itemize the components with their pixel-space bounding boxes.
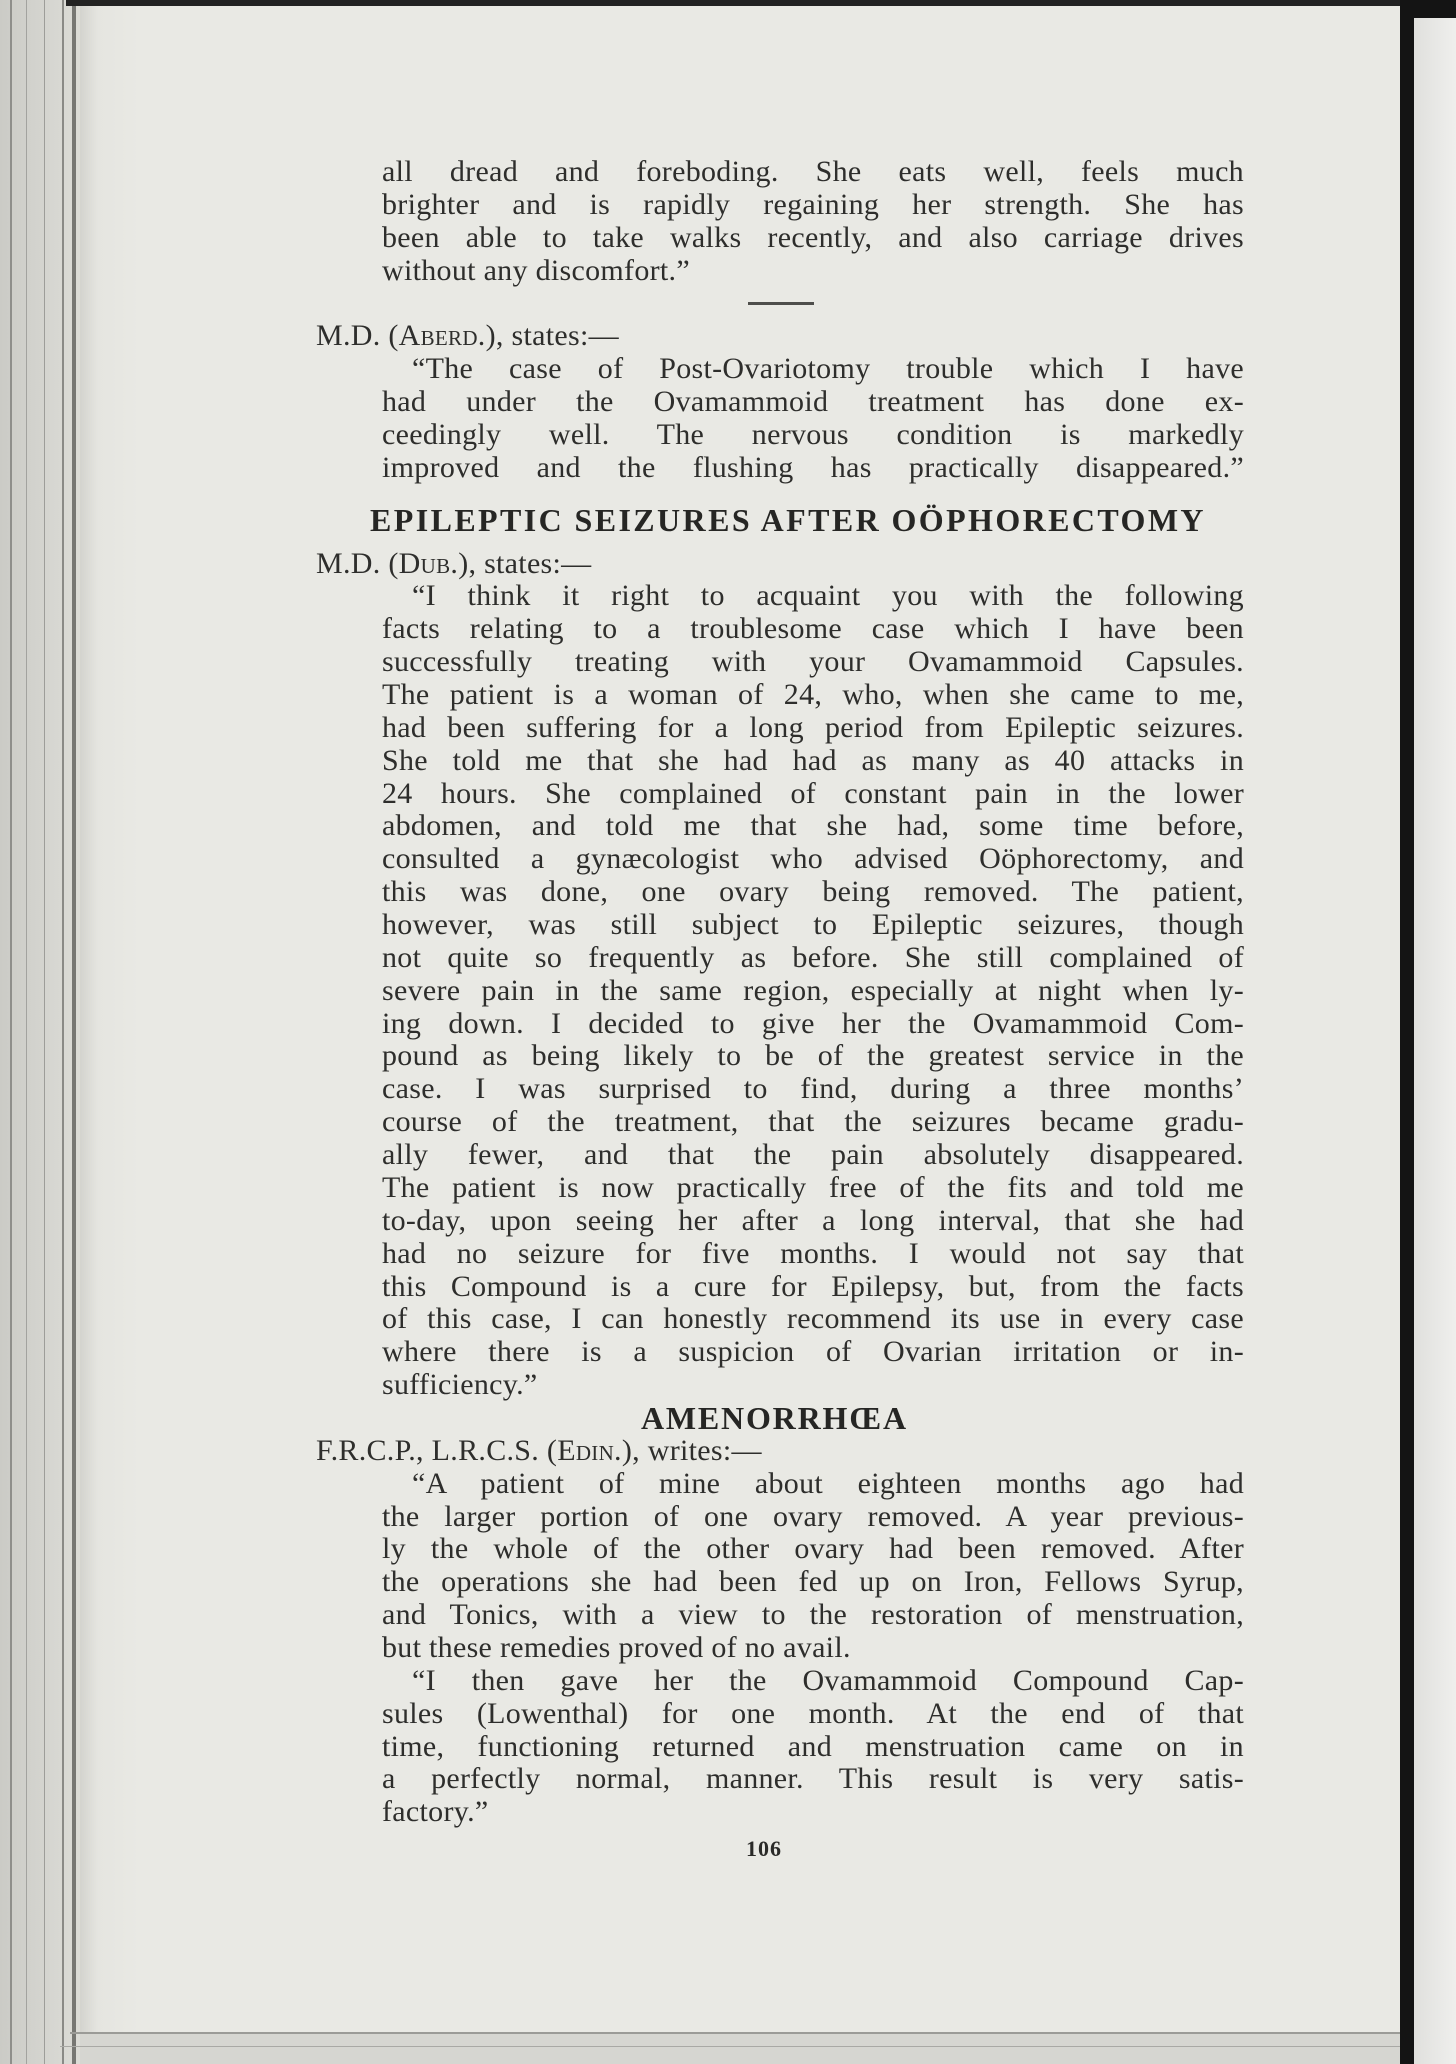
text-line: ly the whole of the other ovary had been removed. After <box>382 1532 1244 1566</box>
text-line: ally fewer, and that the pain absolutely disappeared. <box>382 1138 1244 1172</box>
adjacent-page-edge <box>1414 18 1456 2064</box>
page-bottom-edge <box>70 2032 1400 2034</box>
attribution-prefix: F.R.C.P., L.R.C.S. ( <box>316 1433 558 1467</box>
text-line: to-day, upon seeing her after a long interval, that she had <box>382 1203 1244 1237</box>
text-line: a perfectly normal, manner. This result is very satis- <box>382 1762 1244 1796</box>
text-line: but these remedies proved of no avail. <box>382 1630 851 1664</box>
binding-gutter <box>1400 0 1414 2064</box>
text-line: improved and the flushing has practically disappeared.” <box>382 450 1244 484</box>
top-edge <box>66 0 1400 6</box>
attribution-abbrev: Dub. <box>398 546 459 580</box>
text-line: ceedingly well. The nervous condition is markedly <box>382 417 1244 451</box>
text-line: had under the Ovamammoid treatment has done ex- <box>382 385 1244 419</box>
section-heading-amenorrhoea: AMENORRHŒA <box>641 1399 908 1436</box>
text-line: of this case, I can honestly recommend its use in every case <box>382 1302 1244 1336</box>
text-line: “The case of Post-Ovariotomy trouble which I have <box>412 352 1244 386</box>
gutter-corner <box>1400 0 1456 18</box>
text-line: The patient is a woman of 24, who, when she came to me, <box>382 678 1244 712</box>
section-heading-epileptic-seizures: EPILEPTIC SEIZURES AFTER OÖPHORECTOMY <box>370 501 1206 538</box>
text-line: however, was still subject to Epileptic seizures, though <box>382 908 1244 942</box>
attribution-prefix: M.D. ( <box>316 546 399 580</box>
text-line: “I then gave her the Ovamammoid Compound Cap- <box>412 1663 1244 1697</box>
page-bottom-edge-lower <box>60 2046 1400 2047</box>
text-line: had been suffering for a long period from Epileptic seizures. <box>382 710 1244 744</box>
text-line: sules (Lowenthal) for one month. At the end of that <box>382 1696 1244 1730</box>
text-line: where there is a suspicion of Ovarian irritation or in- <box>382 1335 1244 1369</box>
text-line: severe pain in the same region, especially at night when ly- <box>382 973 1244 1007</box>
text-line: case. I was surprised to find, during a three months’ <box>382 1072 1244 1106</box>
page-number: 106 <box>746 1836 782 1862</box>
text-line: pound as being likely to be of the greatest service in the <box>382 1039 1244 1073</box>
attribution-suffix: ), states:— <box>485 319 619 353</box>
section-divider-row <box>382 287 1244 320</box>
attribution-prefix: M.D. ( <box>316 319 399 353</box>
section-divider <box>748 302 814 305</box>
text-line: the operations she had been fed up on Iron, Fellows Syrup, <box>382 1565 1244 1599</box>
text-line: ing down. I decided to give her the Ovamammoid Com- <box>382 1006 1244 1040</box>
attribution-abbrev: Edin. <box>557 1433 622 1467</box>
attribution-line <box>316 1435 1244 1468</box>
text-line: this Compound is a cure for Epilepsy, but, from the facts <box>382 1269 1244 1303</box>
attribution-suffix: ), writes:— <box>621 1433 762 1467</box>
attribution-abbrev: Aberd. <box>398 319 486 353</box>
text-line: abdomen, and told me that she had, some time before, <box>382 809 1244 843</box>
page-edges-stack <box>0 0 80 2064</box>
text-block <box>316 155 1244 1866</box>
attribution-suffix: ), states:— <box>458 546 592 580</box>
text-line: sufficiency.” <box>382 1368 538 1402</box>
text-line: 24 hours. She complained of constant pain in the lower <box>382 776 1244 810</box>
text-line: “A patient of mine about eighteen months ago had <box>412 1466 1244 1500</box>
text-line: She told me that she had had as many as 40 attacks in <box>382 743 1244 777</box>
text-line: course of the treatment, that the seizures became gradu- <box>382 1105 1244 1139</box>
attribution-line <box>316 548 1244 581</box>
text-line: the larger portion of one ovary removed. A year previous- <box>382 1499 1244 1533</box>
text-line: and Tonics, with a view to the restoration of menstruation, <box>382 1598 1244 1632</box>
text-line: had no seizure for five months. I would not say that <box>382 1236 1244 1270</box>
text-line: time, functioning returned and menstruation came on in <box>382 1729 1244 1763</box>
text-line: The patient is now practically free of the fits and told me <box>382 1170 1244 1204</box>
text-line: factory.” <box>382 1795 489 1829</box>
text-line: brighter and is rapidly regaining her strength. She has <box>382 187 1244 221</box>
text-line: successfully treating with your Ovamammoid Capsules. <box>382 645 1244 679</box>
text-line: this was done, one ovary being removed. The patient, <box>382 875 1244 909</box>
text-line: facts relating to a troublesome case which I have been <box>382 612 1244 646</box>
attribution-line <box>316 320 1244 353</box>
text-line: all dread and foreboding. She eats well, feels much <box>382 155 1244 188</box>
text-line: without any discomfort.” <box>382 253 690 287</box>
text-line: not quite so frequently as before. She still complained of <box>382 940 1244 974</box>
text-line: consulted a gynæcologist who advised Oöphorectomy, and <box>382 842 1244 876</box>
text-line: “I think it right to acquaint you with the following <box>412 579 1244 613</box>
text-line: been able to take walks recently, and also carriage drives <box>382 220 1244 254</box>
